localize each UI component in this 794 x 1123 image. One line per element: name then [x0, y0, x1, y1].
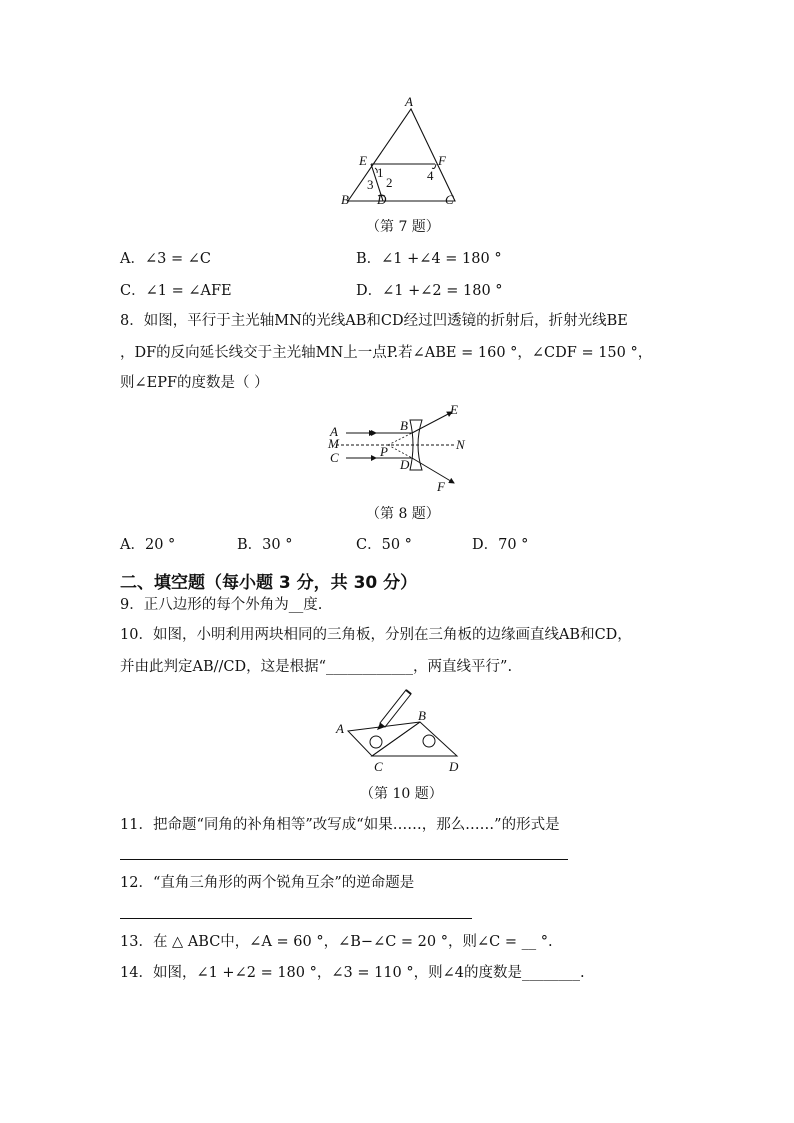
fig7-label-b: B	[341, 192, 349, 207]
q13-text: 13．在 △ ABC中，∠A = 60 °，∠B−∠C = 20 °，则∠C = __ °.	[120, 934, 553, 950]
q7-option-b[interactable]: B．∠1 +∠4 = 180 °	[356, 251, 502, 267]
fig7-label-3: 3	[367, 177, 374, 192]
fig8-label-p: P	[380, 444, 388, 459]
figure-8-caption: （第 8 题）	[366, 506, 440, 522]
q7-option-d[interactable]: D．∠1 +∠2 = 180 °	[356, 283, 503, 299]
fig7-label-a: A	[405, 94, 413, 109]
q8-option-d[interactable]: D．70 °	[472, 537, 529, 553]
figure-10-caption: （第 10 题）	[360, 786, 443, 802]
fig7-label-2: 2	[386, 175, 393, 190]
q11-text: 11．把命题“同角的补角相等”改写成“如果……，那么……”的形式是	[120, 817, 560, 833]
fig8-label-f: F	[437, 479, 445, 494]
fig8-label-n: N	[456, 437, 465, 452]
q9-text: 9．正八边形的每个外角为__度.	[120, 597, 323, 613]
fig7-label-f: F	[438, 153, 446, 168]
figure-7-triangle	[335, 92, 465, 212]
q11-answer-line[interactable]	[120, 859, 568, 860]
fig10-label-b: B	[418, 708, 426, 723]
q7-option-c[interactable]: C．∠1 = ∠AFE	[120, 283, 232, 299]
q10-text-line2: 并由此判定AB//CD，这是根据“____________，两直线平行”.	[120, 659, 513, 675]
fig7-label-1: 1	[377, 165, 384, 180]
q12-answer-line[interactable]	[120, 918, 472, 919]
q14-text: 14．如图，∠1 +∠2 = 180 °，∠3 = 110 °，则∠4的度数是________.	[120, 965, 585, 981]
fig7-label-e: E	[359, 153, 367, 168]
q7-option-a[interactable]: A．∠3 = ∠C	[120, 251, 211, 267]
section-2-heading: 二、填空题（每小题 3 分，共 30 分）	[120, 573, 418, 593]
fig8-label-c: C	[330, 450, 339, 465]
q8-text-line3: 则∠EPF的度数是（ ）	[120, 375, 269, 391]
figure-8-lens	[324, 400, 474, 496]
q8-text-line2: ，DF的反向延长线交于主光轴MN上一点P.若∠ABE = 160 °，∠CDF = 150 °，	[120, 345, 653, 361]
q8-text-line1: 8．如图，平行于主光轴MN的光线AB和CD经过凹透镜的折射后，折射光线BE	[120, 313, 628, 329]
fig8-label-d: D	[400, 457, 410, 472]
fig8-label-e: E	[450, 402, 458, 417]
fig7-label-4: 4	[427, 168, 434, 183]
fig10-label-d: D	[449, 759, 459, 774]
fig8-label-m: M	[328, 436, 339, 451]
q10-text-line1: 10．如图，小明利用两块相同的三角板，分别在三角板的边缘画直线AB和CD，	[120, 627, 632, 643]
q8-option-b[interactable]: B．30 °	[237, 537, 293, 553]
fig10-label-a: A	[336, 721, 344, 736]
figure-7-caption: （第 7 题）	[366, 219, 440, 235]
fig10-label-c: C	[374, 759, 383, 774]
q12-text: 12．“直角三角形的两个锐角互余”的逆命题是	[120, 875, 415, 891]
fig8-label-a: A	[330, 424, 338, 439]
q8-option-a[interactable]: A．20 °	[120, 537, 176, 553]
fig7-label-c: C	[445, 192, 454, 207]
q8-option-c[interactable]: C．50 °	[356, 537, 412, 553]
fig8-label-b: B	[400, 418, 408, 433]
figure-10-set-squares	[332, 684, 462, 776]
fig7-label-d: D	[377, 192, 387, 207]
